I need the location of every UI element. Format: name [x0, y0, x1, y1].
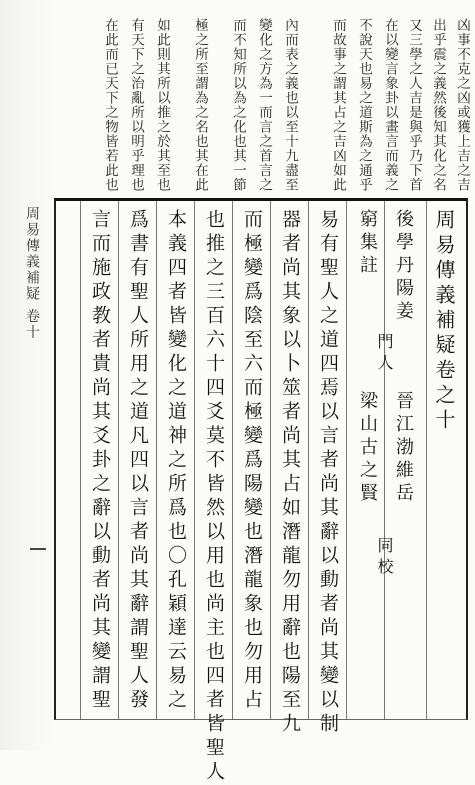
note-column: 內而表之義也以至十九盡至 — [282, 18, 298, 192]
note-column: 極之所至謂為之名也其在此 — [192, 18, 208, 192]
text-frame — [54, 198, 468, 785]
column-rule — [156, 201, 157, 719]
column-rule — [346, 201, 347, 719]
spine-title: 周易傳義補疑 卷十 — [24, 206, 40, 341]
note-column: 而不知所以為之化也其一節 — [230, 18, 246, 192]
note-column: 凶事不克之凶或獲上吉之吉 — [454, 18, 470, 192]
volume-title: 周易傳義補疑卷之十 — [432, 209, 456, 434]
author-hou: 後學丹陽姜 — [393, 209, 414, 324]
column-rule — [270, 201, 271, 719]
author-liang: 梁山古之賢 — [357, 391, 378, 506]
body-column: 而極變爲陰至六而極變爲陽變也潛龍象也勿用占 — [241, 209, 263, 713]
body-column: 也推之三百六十四爻莫不皆然以用也尚主也四者皆聖人 — [203, 209, 225, 785]
body-column: 本義四者皆變化之道神之所爲也〇孔穎達云易之 — [165, 209, 187, 713]
column-rule — [118, 201, 119, 719]
marginal-notes — [58, 18, 468, 196]
author-title: 窮集註 — [357, 209, 378, 278]
note-column: 有天下之治亂所以明乎理也 — [128, 18, 144, 192]
body-column: 易有聖人之道四焉以言者尚其辭以動者尚其變以制 — [317, 209, 339, 737]
body-column: 器者尚其象以卜筮者尚其占如潛龍勿用辭也陽至九 — [279, 209, 301, 737]
column-rule — [232, 201, 233, 719]
spine-mark — [30, 548, 46, 550]
column-rule — [194, 201, 195, 719]
author-men: 門人 — [375, 333, 394, 375]
column-rule — [384, 201, 385, 719]
column-rule — [80, 201, 81, 719]
note-column: 如此則其所以推之於其至也 — [154, 18, 170, 192]
book-spine — [0, 0, 54, 750]
note-column: 在此而已天下之物皆若此也 — [102, 18, 118, 192]
note-column: 在以變言象卦以畫言而義之 — [382, 18, 398, 192]
author-tong: 同校 — [375, 537, 394, 579]
column-rule — [426, 201, 427, 719]
note-column: 而故事之謂其占之吉凶如此 — [330, 18, 346, 192]
note-column: 又三學之人吉是與乎乃下首 — [406, 18, 422, 192]
note-column: 不說天也易之道斯為之通乎 — [356, 18, 372, 192]
note-column: 出乎震之義然後知其化之名 — [430, 18, 446, 192]
body-column: 言而施政教者貴尚其爻卦之辭以動者尚其變謂聖 — [89, 209, 111, 713]
note-column: 變化之方為一而言之首言之 — [256, 18, 272, 192]
author-jin: 晉江渤維岳 — [393, 391, 414, 506]
body-column: 爲書有聖人所用之道凡四以言者尚其辭謂聖人發 — [127, 209, 149, 713]
column-rule — [308, 201, 309, 719]
